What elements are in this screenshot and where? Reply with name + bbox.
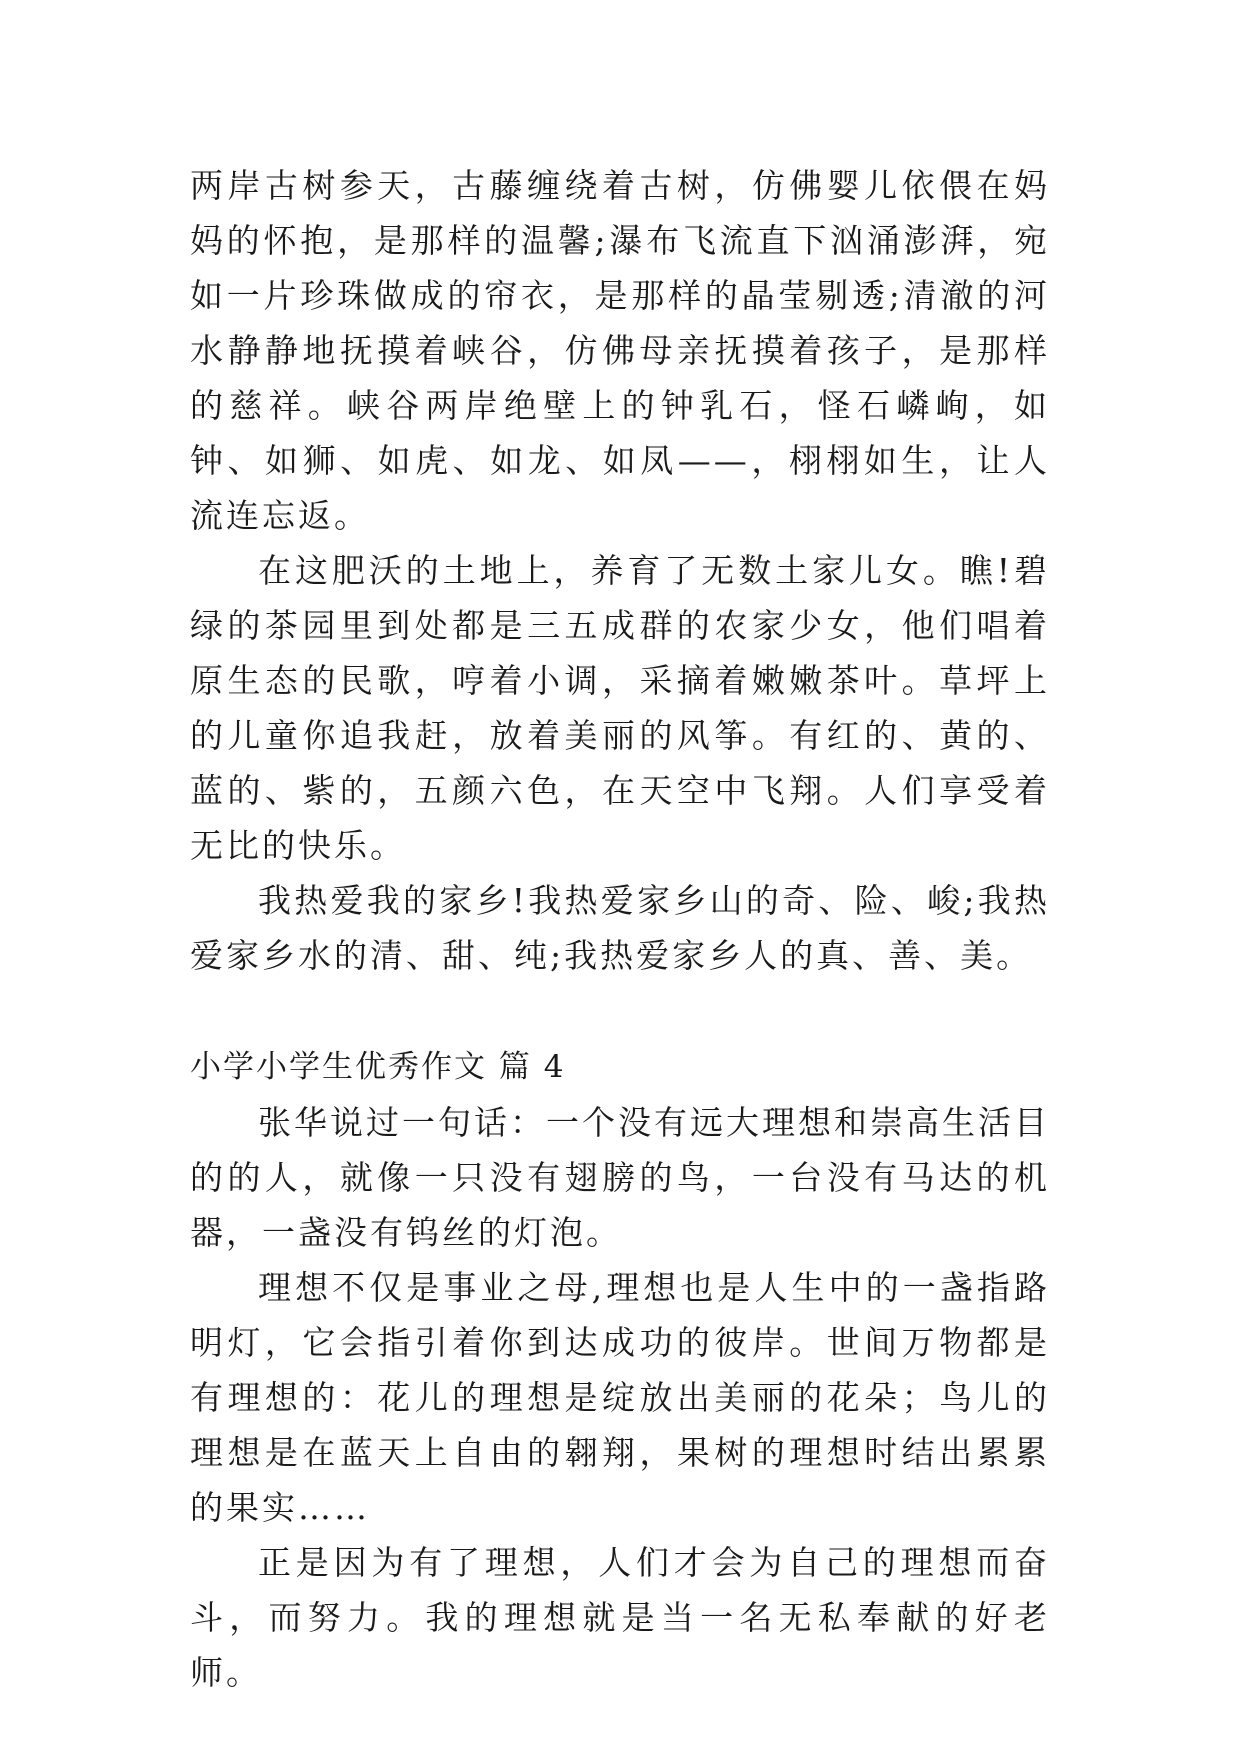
paragraph-quote: 张华说过一句话：一个没有远大理想和崇高生活目的的人，就像一只没有翅膀的鸟，一台没有马达的机器，一盏没有钨丝的灯泡。 [190, 1103, 1050, 1252]
paragraph-my-ideal: 正是因为有了理想，人们才会为自己的理想而奋斗，而努力。我的理想就是当一名无私奉献的好老师。 [190, 1543, 1050, 1692]
document-page [190, 158, 1050, 1700]
paragraph-tujia-people: 在这肥沃的土地上，养育了无数土家儿女。瞧!碧绿的茶园里到处都是三五成群的农家少女，他们唱着原生态的民歌，哼着小调，采摘着嫩嫩茶叶。草坪上的儿童你追我赶，放着美丽的风筝。有红的、黄的、蓝的、紫的，五颜六色，在天空中飞翔。人们享受着无比的快乐。 [190, 551, 1050, 865]
paragraph-gorge-scenery: 两岸古树参天，古藤缠绕着古树，仿佛婴儿依偎在妈妈的怀抱，是那样的温馨;瀑布飞流直下汹涌澎湃，宛如一片珍珠做成的帘衣，是那样的晶莹剔透;清澈的河水静静地抚摸着峡谷，仿佛母亲抚摸着孩子，是那样的慈祥。峡谷两岸绝壁上的钟乳石，怪石嶙峋，如钟、如狮、如虎、如龙、如凤——，栩栩如生，让人流连忘返。 [190, 166, 1050, 535]
paragraph-love-hometown: 我热爱我的家乡!我热爱家乡山的奇、险、峻;我热爱家乡水的清、甜、纯;我热爱家乡人的真、善、美。 [190, 881, 1050, 975]
section-heading: 小学小学生优秀作文 篇 4 [190, 1049, 566, 1085]
paragraph-ideals: 理想不仅是事业之母,理想也是人生中的一盏指路明灯，它会指引着你到达成功的彼岸。世间万物都是有理想的：花儿的理想是绽放出美丽的花朵；鸟儿的理想是在蓝天上自由的翱翔，果树的理想时结出累累的果实…… [190, 1268, 1050, 1527]
